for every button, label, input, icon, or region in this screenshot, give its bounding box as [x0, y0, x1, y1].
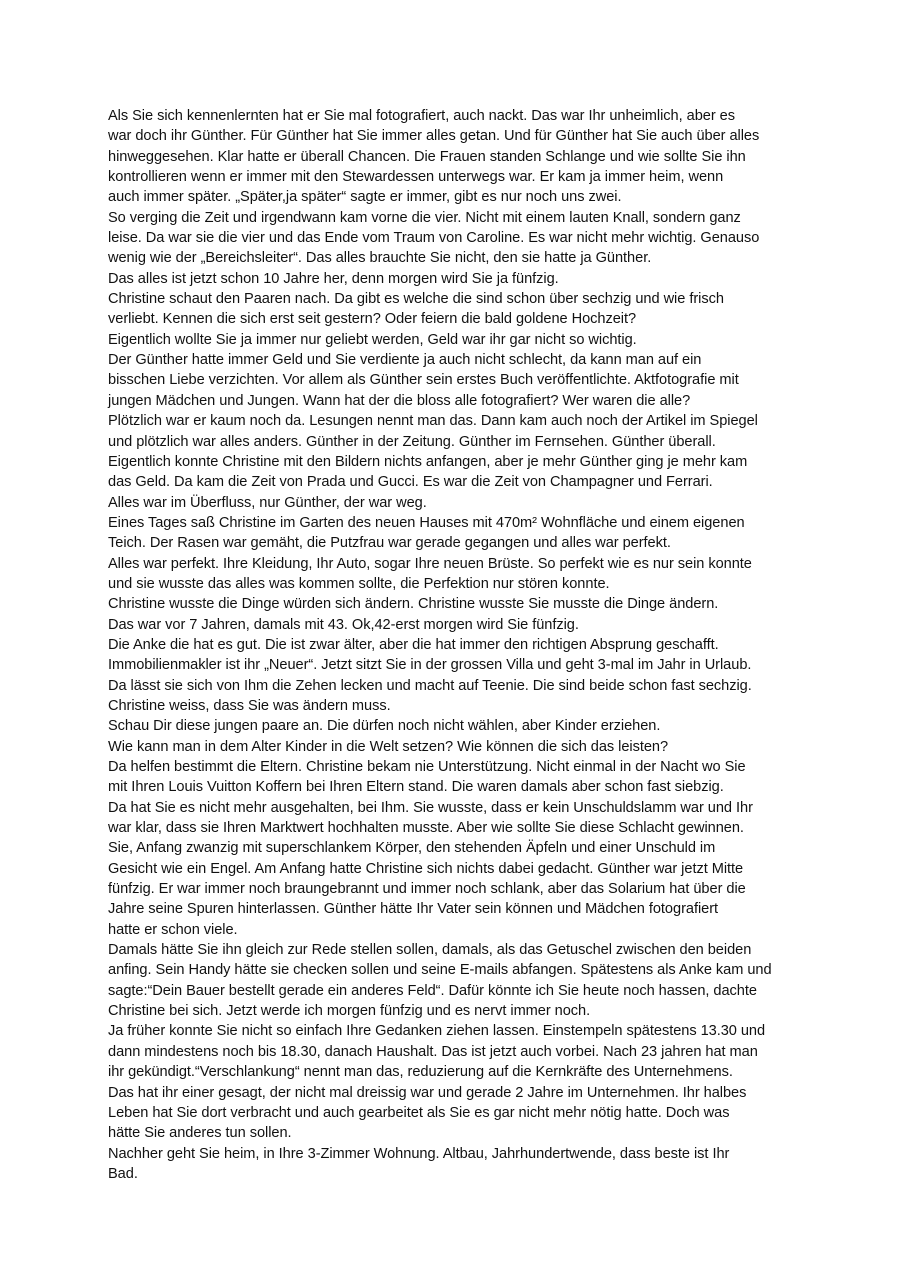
text-line: mit Ihren Louis Vuitton Koffern bei Ihren Eltern stand. Die waren damals aber schon fast siebzig. — [108, 779, 724, 796]
text-line: verliebt. Kennen die sich erst seit gestern? Oder feiern die bald goldene Hochzeit? — [108, 311, 637, 328]
text-line: Das war vor 7 Jahren, damals mit 43. Ok,42-erst morgen wird Sie fünfzig. — [108, 616, 579, 633]
text-line: leise. Da war sie die vier und das Ende vom Traum von Caroline. Es war nicht mehr wichtig. Genauso — [108, 230, 760, 247]
text-line: war doch ihr Günther. Für Günther hat Sie immer alles getan. Und für Günther hat Sie auch über alles — [108, 128, 760, 145]
text-line: Teich. Der Rasen war gemäht, die Putzfrau war gerade gegangen und alles war perfekt. — [108, 535, 671, 552]
text-line: bisschen Liebe verzichten. Vor allem als Günther sein erstes Buch veröffentlichte. Aktfotografie mit — [108, 372, 739, 389]
text-line: hatte er schon viele. — [108, 921, 238, 938]
text-line: und sie wusste das alles was kommen sollte, die Perfektion nur stören konnte. — [108, 575, 610, 592]
text-line: Die Anke die hat es gut. Die ist zwar älter, aber die hat immer den richtigen Absprung geschafft. — [108, 636, 719, 653]
text-line: Nachher geht Sie heim, in Ihre 3-Zimmer Wohnung. Altbau, Jahrhundertwende, dass beste ist Ihr — [108, 1145, 730, 1162]
text-line: Alles war perfekt. Ihre Kleidung, Ihr Auto, sogar Ihre neuen Brüste. So perfekt wie es nur sein konnte — [108, 555, 752, 572]
text-line: Da lässt sie sich von Ihm die Zehen lecken und macht auf Teenie. Die sind beide schon fast sechzig. — [108, 677, 752, 694]
text-line: dann mindestens noch bis 18.30, danach Haushalt. Das ist jetzt auch vorbei. Nach 23 jahren hat man — [108, 1043, 758, 1060]
text-line: fünfzig. Er war immer noch braungebrannt und immer noch schlank, aber das Solarium hat über die — [108, 881, 746, 898]
text-line: Schau Dir diese jungen paare an. Die dürfen noch nicht wählen, aber Kinder erziehen. — [108, 718, 661, 735]
text-line: sagte:“Dein Bauer bestellt gerade ein anderes Feld“. Dafür könnte ich Sie heute noch hassen, dachte — [108, 982, 757, 999]
text-line: anfing. Sein Handy hätte sie checken sollen und seine E-mails abfangen. Spätestens als Anke kam und — [108, 962, 772, 979]
text-line: jungen Mädchen und Jungen. Wann hat der die bloss alle fotografiert? Wer waren die alle? — [108, 392, 691, 409]
text-line: und plötzlich war alles anders. Günther in der Zeitung. Günther im Fernsehen. Günther überall. — [108, 433, 716, 450]
text-line: Christine weiss, dass Sie was ändern muss. — [108, 697, 391, 714]
text-line: Sie, Anfang zwanzig mit superschlankem Körper, den stehenden Äpfeln und einer Unschuld im — [108, 840, 716, 857]
text-line: Wie kann man in dem Alter Kinder in die Welt setzen? Wie können die sich das leisten? — [108, 738, 669, 755]
text-line: kontrollieren wenn er immer mit den Stewardessen unterwegs war. Er kam ja immer heim, wenn — [108, 169, 724, 186]
text-line: hätte Sie anderes tun sollen. — [108, 1125, 292, 1142]
text-line: Das hat ihr einer gesagt, der nicht mal dreissig war und gerade 2 Jahre im Unternehmen. Ihr halbes — [108, 1084, 747, 1101]
text-line: wenig wie der „Bereichsleiter“. Das alles brauchte Sie nicht, den sie hatte ja Günther. — [108, 250, 652, 267]
text-line: Alles war im Überfluss, nur Günther, der war weg. — [108, 494, 427, 511]
text-line: Eigentlich wollte Sie ja immer nur geliebt werden, Geld war ihr gar nicht so wichtig. — [108, 331, 637, 348]
text-line: auch immer später. „Später,ja später“ sagte er immer, gibt es nur noch uns zwei. — [108, 189, 622, 206]
text-line: Der Günther hatte immer Geld und Sie verdiente ja auch nicht schlecht, da kann man auf ein — [108, 352, 702, 369]
text-line: Plötzlich war er kaum noch da. Lesungen nennt man das. Dann kam auch noch der Artikel im Spiegel — [108, 413, 758, 430]
text-line: Bad. — [108, 1165, 138, 1182]
text-line: Ja früher konnte Sie nicht so einfach Ihre Gedanken ziehen lassen. Einstempeln spätestens 13.30 und — [108, 1023, 766, 1040]
text-line: Leben hat Sie dort verbracht und auch gearbeitet als Sie es gar nicht mehr nötig hatte. Doch was — [108, 1104, 730, 1121]
text-line: Christine bei sich. Jetzt werde ich morgen fünfzig und es nervt immer noch. — [108, 1003, 591, 1020]
text-line: Eines Tages saß Christine im Garten des neuen Hauses mit 470m² Wohnfläche und einem eigenen — [108, 514, 745, 531]
text-line: Da helfen bestimmt die Eltern. Christine bekam nie Unterstützung. Nicht einmal in der Nacht wo Sie — [108, 759, 746, 775]
text-line: Als Sie sich kennenlernten hat er Sie mal fotografiert, auch nackt. Das war Ihr unheimlich, aber es — [108, 108, 735, 124]
text-line: Gesicht wie ein Engel. Am Anfang hatte Christine sich nichts dabei gedacht. Günther war jetzt Mitte — [108, 860, 744, 877]
document-body-text — [108, 106, 808, 1184]
text-line: Damals hätte Sie ihn gleich zur Rede stellen sollen, damals, als das Getuschel zwischen den beiden — [108, 942, 752, 959]
text-line: ihr gekündigt.“Verschlankung“ nennt man das, reduzierung auf die Kernkräfte des Unternehmens. — [108, 1064, 733, 1081]
text-line: Immobilienmakler ist ihr „Neuer“. Jetzt sitzt Sie in der grossen Villa und geht 3-mal im Jahr in Urlaub. — [108, 657, 752, 674]
text-line: Das alles ist jetzt schon 10 Jahre her, denn morgen wird Sie ja fünfzig. — [108, 270, 559, 287]
text-line: das Geld. Da kam die Zeit von Prada und Gucci. Es war die Zeit von Champagner und Ferrari. — [108, 474, 713, 491]
text-line: Eigentlich konnte Christine mit den Bildern nichts anfangen, aber je mehr Günther ging je mehr kam — [108, 453, 748, 470]
text-line: Da hat Sie es nicht mehr ausgehalten, bei Ihm. Sie wusste, dass er kein Unschuldslamm war und Ihr — [108, 799, 753, 816]
text-line: Jahre seine Spuren hinterlassen. Günther hätte Ihr Vater sein können und Mädchen fotografiert — [108, 901, 719, 918]
text-line: Christine schaut den Paaren nach. Da gibt es welche die sind schon über sechzig und wie frisch — [108, 291, 724, 308]
text-line: Christine wusste die Dinge würden sich ändern. Christine wusste Sie musste die Dinge ändern. — [108, 596, 719, 613]
text-line: So verging die Zeit und irgendwann kam vorne die vier. Nicht mit einem lauten Knall, sondern ganz — [108, 209, 741, 226]
text-line: hinweggesehen. Klar hatte er überall Chancen. Die Frauen standen Schlange und wie sollte Sie ihn — [108, 148, 746, 165]
text-line: war klar, dass sie Ihren Marktwert hochhalten musste. Aber wie sollte Sie diese Schlacht gewinnen. — [108, 820, 744, 837]
